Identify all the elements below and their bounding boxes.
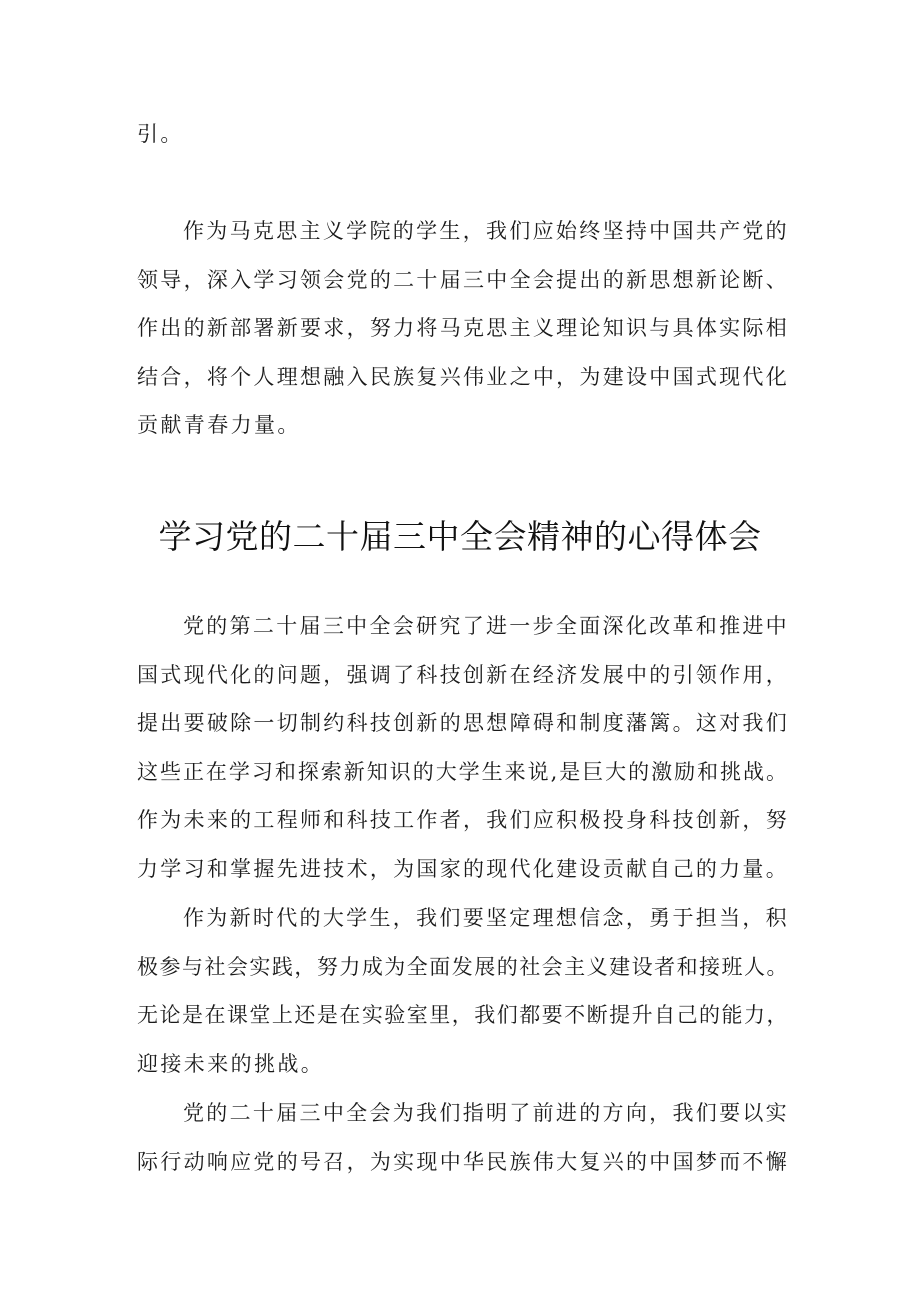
paragraph-line: 作为马克思主义学院的学生，我们应始终坚持中国共产党的: [183, 219, 789, 243]
paragraph-line: 国式现代化的问题，强调了科技创新在经济发展中的引领作用，: [137, 662, 789, 687]
paragraph-line: 结合，将个人理想融入民族复兴伟业之中，为建设中国式现代化: [137, 364, 789, 389]
paragraph-direction: [137, 1089, 789, 1186]
paragraph-tech-innovation: [137, 602, 789, 894]
section-title: 学习党的二十届三中全会精神的心得体会: [158, 517, 762, 556]
text-fragment: [137, 110, 789, 159]
paragraph-line: 际行动响应党的号召，为实现中华民族伟大复兴的中国梦而不懈: [137, 1149, 789, 1174]
paragraph-line: 这些正在学习和探索新知识的大学生来说,是巨大的激励和挑战。: [137, 759, 789, 784]
paragraph-line: 提出要破除一切制约科技创新的思想障碍和制度藩篱。这对我们: [137, 711, 789, 736]
paragraph-line: 迎接未来的挑战。: [137, 1051, 325, 1076]
paragraph-line: 贡献青春力量。: [137, 413, 301, 438]
paragraph-line: 党的二十届三中全会为我们指明了前进的方向，我们要以实: [183, 1101, 789, 1125]
paragraph-line: 力学习和掌握先进技术，为国家的现代化建设贡献自己的力量。: [137, 856, 789, 881]
paragraph-line: 作出的新部署新要求，努力将马克思主义理论知识与具体实际相: [137, 316, 789, 341]
paragraph-line: 无论是在课堂上还是在实验室里，我们都要不断提升自己的能力，: [137, 1003, 789, 1028]
paragraph-line: 领导，深入学习领会党的二十届三中全会提出的新思想新论断、: [137, 267, 789, 292]
paragraph-marxism-students: [137, 207, 789, 450]
paragraph-line: 引。: [137, 122, 184, 146]
paragraph-line: 作为新时代的大学生，我们要坚定理想信念，勇于担当，积: [183, 906, 789, 930]
paragraph-line: 作为未来的工程师和科技工作者，我们应积极投身科技创新，努: [137, 808, 789, 833]
paragraph-line: 极参与社会实践，努力成为全面发展的社会主义建设者和接班人。: [137, 954, 789, 979]
paragraph-new-era-students: [137, 894, 789, 1088]
paragraph-line: 党的第二十届三中全会研究了进一步全面深化改革和推进中: [183, 614, 789, 638]
